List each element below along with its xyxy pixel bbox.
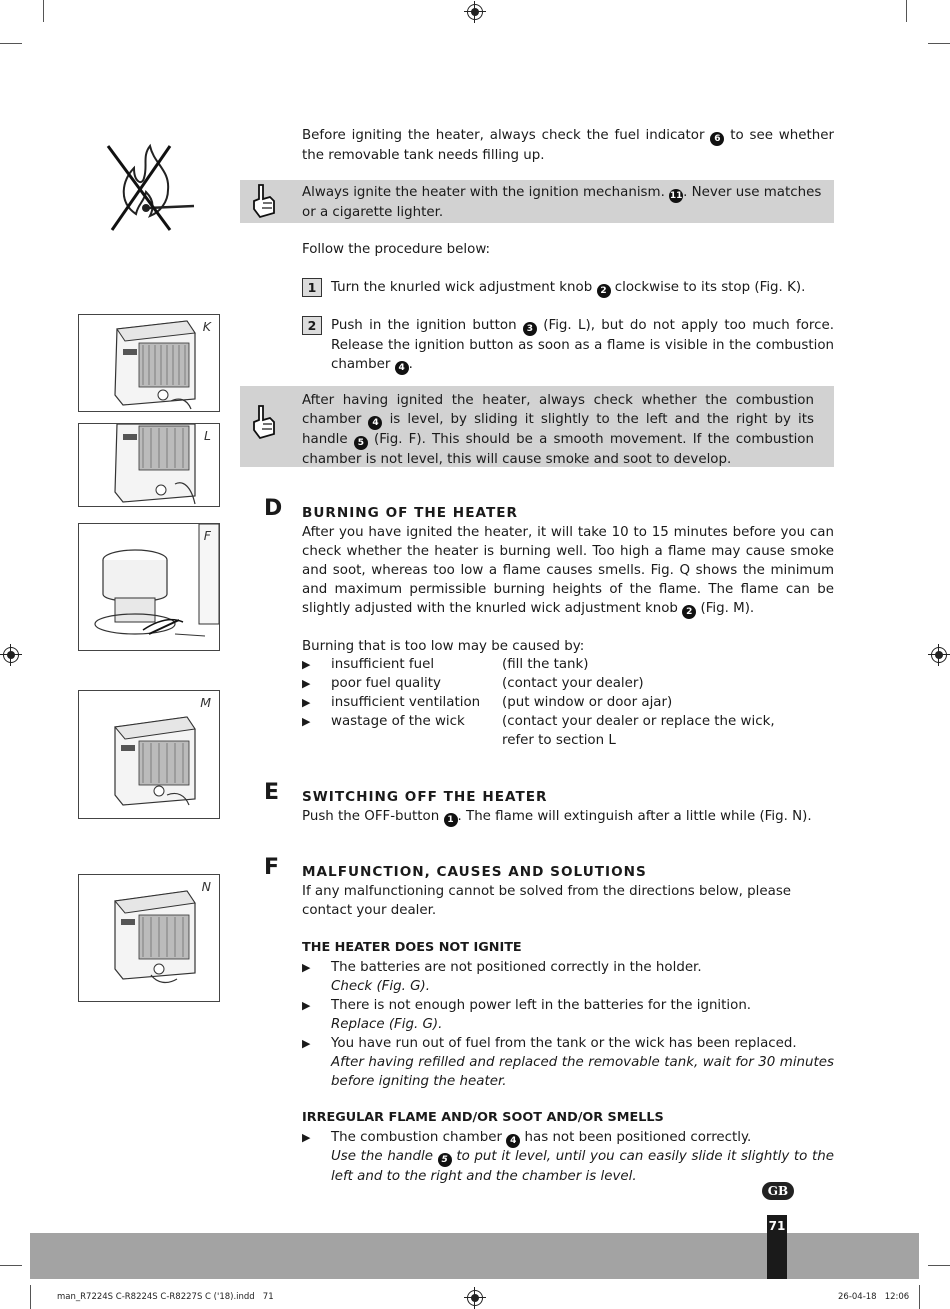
registration-mark-top (467, 4, 483, 20)
bullet-icon: ▶ (302, 715, 311, 728)
footer-date: 26-04-18 12:06 (838, 1292, 910, 1302)
figure-l: L (78, 423, 220, 507)
registration-mark-right (931, 647, 947, 663)
section-letter-e: E (264, 780, 280, 805)
figure-m: M (78, 690, 220, 819)
figure-n: N (78, 874, 220, 1002)
step-number-1: 1 (302, 278, 322, 297)
section-letter-d: D (264, 496, 283, 521)
registration-mark-left (3, 647, 19, 663)
bullet-icon: ▶ (302, 999, 311, 1012)
bullet-icon: ▶ (302, 658, 311, 671)
procedure-intro: Follow the procedure below: (302, 242, 491, 257)
page-number: 71 (768, 1219, 786, 1233)
warning-hand-icon (248, 183, 278, 219)
ref-number-11: 11 (669, 191, 683, 201)
figure-k: K (78, 314, 220, 412)
section-e-body: Push the OFF-button 1 . The flame will extinguish after a little while (Fig. N). (302, 809, 812, 825)
causes-intro: Burning that is too low may be caused by: (302, 639, 585, 654)
section-title-e: SWITCHING OFF THE HEATER (302, 789, 548, 805)
section-d-body: After you have ignited the heater, it will take 10 to 15 minutes before you can check whether the heater is burning well. Too high a flame may cause smoke and soot, whereas too low a flame causes smells. Fig. Q shows the minimum and maximum permissible burning heights of the flame. The flame can be slightly adjusted with the knurled wick adjustment knob 2 (Fig. M). (302, 525, 834, 617)
step-number-2: 2 (302, 316, 322, 335)
language-badge: GB (762, 1182, 794, 1200)
step-1-text: Turn the knurled wick adjustment knob 2 clockwise to its stop (Fig. K). (331, 280, 806, 296)
section-title-f: MALFUNCTION, CAUSES AND SOLUTIONS (302, 864, 647, 880)
warning-hand-icon (248, 404, 278, 440)
subsection-title-irregular-flame: IRREGULAR FLAME AND/OR SOOT AND/OR SMELLS (302, 1110, 664, 1125)
section-f-intro: If any malfunctioning cannot be solved from the directions below, please contact your dealer. (302, 884, 792, 918)
heater-illustration (79, 424, 219, 506)
ref-number-6: 6 (710, 132, 724, 146)
heater-illustration (79, 315, 219, 411)
subsection-title-no-ignite: THE HEATER DOES NOT IGNITE (302, 940, 522, 955)
bullet-icon: ▶ (302, 1131, 311, 1144)
bullet-icon: ▶ (302, 961, 311, 974)
heater-illustration (79, 875, 219, 1001)
bullet-icon: ▶ (302, 696, 311, 709)
figure-f: F (78, 523, 220, 651)
warning-text-level: After having ignited the heater, always check whether the combustion chamber 4 is level, by sliding it slightly to the left and the right by its handle 5 (Fig. F). This should be a smooth movement. If the combustion chamber is not level, this will cause smoke and soot to develop. (302, 393, 815, 467)
step-2-text: Push in the ignition button 3 (Fig. L), but do not apply too much force. Release the ignition button as soon as a flame is visible in the combustion chamber 4 . (331, 318, 834, 373)
combustion-chamber-illustration (79, 524, 219, 650)
bullet-icon: ▶ (302, 1037, 311, 1050)
heater-illustration (79, 691, 219, 818)
warning-text-ignition: Always ignite the heater with the ignition mechanism. 11. Never use matches or a cigarette lighter. (302, 185, 822, 220)
footer-file-name: man_R7224S C-R8224S C-R8227S C ('18).indd 71 (57, 1292, 274, 1302)
registration-mark-bottom (467, 1290, 483, 1306)
section-title-d: BURNING OF THE HEATER (302, 505, 518, 521)
no-matches-icon (104, 142, 198, 234)
intro-paragraph: Before igniting the heater, always check the fuel indicator 6 to see whether the removable tank needs filling up. (302, 128, 834, 163)
section-letter-f: F (264, 855, 280, 880)
bullet-icon: ▶ (302, 677, 311, 690)
